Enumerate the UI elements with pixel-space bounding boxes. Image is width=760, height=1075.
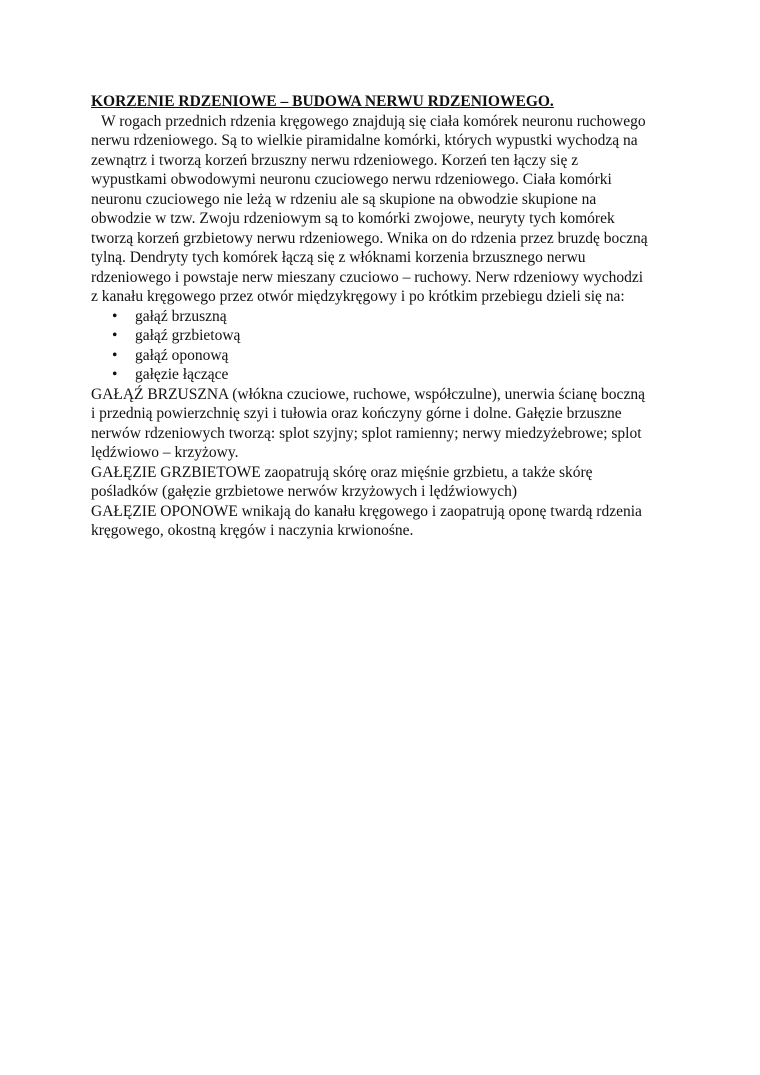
list-item	[91, 346, 651, 366]
ventral-branch-paragraph: GAŁĄŹ BRZUSZNA (włókna czuciowe, ruchowe, współczulne), unerwia ścianę boczną i przednią powierzchnię szyi i tułowia oraz kończyny górne i dolne. Gałęzie brzuszne nerwów rdzeniowych tworzą: splot szyjny; splot ramienny; nerwy miedzyżebrowe; splot lędźwiowo – krzyżowy.	[91, 385, 645, 461]
bullet-icon: •	[112, 366, 118, 383]
bullet-icon: •	[112, 346, 118, 364]
document-title: KORZENIE RDZENIOWE – BUDOWA NERWU RDZENIOWEGO.	[91, 93, 554, 110]
list-item	[91, 326, 651, 346]
list-item	[91, 307, 651, 327]
list-item-label: gałąź brzuszną	[135, 307, 227, 325]
bullet-icon: •	[112, 327, 118, 344]
meningeal-branch-paragraph: GAŁĘZIE OPONOWE wnikają do kanału kręgowego i zaopatrują oponę twardą rdzenia kręgowego, okostną kręgów i naczynia krwionośne.	[91, 502, 642, 539]
dorsal-branch-paragraph: GAŁĘZIE GRZBIETOWE zaopatrują skórę oraz mięśnie grzbietu, a także skórę pośladków (gałęzie grzbietowe nerwów krzyżowych i lędźwiowych)	[91, 463, 593, 500]
document-body	[91, 92, 651, 541]
bullet-icon: •	[112, 307, 118, 325]
list-item-label: gałąź grzbietową	[135, 327, 241, 344]
list-item	[91, 365, 651, 385]
intro-paragraph: W rogach przednich rdzenia kręgowego znajdują się ciała komórek neuronu ruchowego nerwu rdzeniowego. Są to wielkie piramidalne komórki, których wypustki wychodzą na zewnątrz i tworzą korzeń brzuszny nerwu rdzeniowego. Korzeń ten łączy się z wypustkami obwodowymi neuronu czuciowego nerwu rdzeniowego. Ciała komórki neuronu czuciowego nie leżą w rdzeniu ale są skupione na obwodzie skupione na obwodzie w tzw. Zwoju rdzeniowym są to komórki zwojowe, neuryty tych komórek tworzą korzeń grzbietowy nerwu rdzeniowego. Wnika on do rdzenia przez bruzdę boczną tylną. Dendryty tych komórek łączą się z włóknami korzenia brzusznego nerwu rdzeniowego i powstaje nerw mieszany czuciowo – ruchowy. Nerw rdzeniowy wychodzi z kanału kręgowego przez otwór międzykręgowy i po krótkim przebiegu dzieli się na:	[91, 112, 648, 305]
list-item-label: gałąź oponową	[135, 346, 229, 364]
branch-list	[91, 307, 651, 385]
list-item-label: gałęzie łączące	[135, 366, 229, 383]
